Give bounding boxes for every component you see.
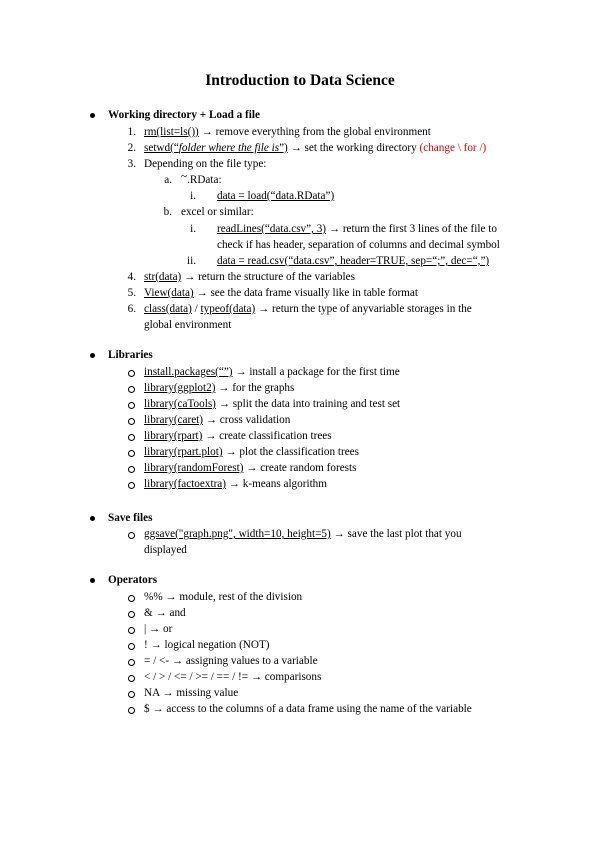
hollow-bullet-icon <box>128 675 135 682</box>
item-description: → see the data frame visually like in table format <box>193 287 418 299</box>
item-continuation: displayed <box>144 544 187 556</box>
hollow-bullet-icon <box>128 434 135 441</box>
bullet-icon <box>90 353 95 358</box>
list-item <box>144 141 486 155</box>
list-number: 3. <box>127 158 136 170</box>
list-item: & → and <box>144 607 186 619</box>
list-item <box>144 270 355 284</box>
list-number: 4. <box>127 271 136 283</box>
code-snippet: str(data) <box>144 271 182 283</box>
hollow-bullet-icon <box>128 707 135 714</box>
code-snippet: rm(list=ls()) <box>144 126 199 138</box>
list-item: library(caret) → cross validation <box>144 414 291 426</box>
code-snippet: View(data) <box>144 287 194 299</box>
bullet-icon <box>90 516 95 521</box>
code-snippet: setwd(“folder where the file is”) <box>144 142 288 154</box>
list-number: 2. <box>127 142 136 154</box>
bullet-icon <box>90 113 95 118</box>
list-item <box>217 222 497 236</box>
list-roman: i. <box>190 190 196 202</box>
list-item: library(rpart) → create classification trees <box>144 430 332 442</box>
list-item: = / <- → assigning values to a variable <box>144 655 318 667</box>
section-heading-save-files: Save files <box>108 512 153 524</box>
list-item: library(caTools) → split the data into training and test set <box>144 398 401 410</box>
list-item <box>144 125 431 139</box>
hollow-bullet-icon <box>128 532 135 539</box>
hollow-bullet-icon <box>128 643 135 650</box>
bullet-icon <box>90 578 95 583</box>
note-red: (change \ for /) <box>419 142 487 154</box>
hollow-bullet-icon <box>128 418 135 425</box>
item-description: → return the structure of the variables <box>181 271 355 283</box>
code-snippet: class(data) <box>144 303 192 315</box>
list-item: class(data) / typeof(data) → return the type of anyvariable storages in the <box>144 303 472 315</box>
list-roman: ii. <box>186 255 196 267</box>
hollow-bullet-icon <box>128 691 135 698</box>
section-heading-libraries: Libraries <box>108 349 153 361</box>
list-number: 5. <box>127 287 136 299</box>
hollow-bullet-icon <box>128 370 135 377</box>
list-item: NA → missing value <box>144 687 239 699</box>
code-snippet: data = read.csv(“data.csv”, header=TRUE, sep=“;”, dec=“,”) <box>217 255 490 267</box>
section-heading-operators: Operators <box>108 574 158 586</box>
list-roman: i. <box>190 223 196 235</box>
list-item: %% → module, rest of the division <box>144 591 303 603</box>
list-item: library(rpart.plot) → plot the classification trees <box>144 446 359 458</box>
hollow-bullet-icon <box>128 611 135 618</box>
list-item: Depending on the file type: <box>144 158 267 170</box>
list-item: library(randomForest) → create random forests <box>144 462 357 474</box>
code-snippet: data = load(“data.RData”) <box>217 190 335 202</box>
hollow-bullet-icon <box>128 627 135 634</box>
list-number: 6. <box>127 303 136 315</box>
code-snippet: typeof(data) <box>200 303 256 315</box>
item-continuation: check if has header, separation of columns and decimal symbol <box>217 239 500 251</box>
list-item: | → or <box>144 623 173 635</box>
item-continuation: global environment <box>144 319 232 331</box>
list-item: ~.RData: <box>181 171 222 186</box>
hollow-bullet-icon <box>128 466 135 473</box>
page-title: Introduction to Data Science <box>205 72 395 89</box>
hollow-bullet-icon <box>128 402 135 409</box>
list-item: ggsave("graph.png", width=10, height=5) → save the last plot that you <box>144 528 462 540</box>
list-item: $ → access to the columns of a data frame using the name of the variable <box>144 703 472 715</box>
list-item: library(ggplot2) → for the graphs <box>144 382 295 394</box>
list-item: install.packages(“”) → install a package for the first time <box>144 366 400 378</box>
list-item: < / > / <= / >= / == / != → comparisons <box>144 671 322 683</box>
hollow-bullet-icon <box>128 482 135 489</box>
code-snippet: readLines(“data.csv”, 3) <box>217 223 327 235</box>
list-item: excel or similar: <box>181 206 254 218</box>
list-item: ! → logical negation (NOT) <box>144 639 270 651</box>
item-description: → return the type of anyvariable storages in the <box>255 303 472 315</box>
item-description: → return the first 3 lines of the file to <box>326 223 497 235</box>
list-item <box>144 286 418 300</box>
list-letter: a. <box>164 174 172 186</box>
list-number: 1. <box>127 126 136 138</box>
item-description: → set the working directory <box>287 142 420 154</box>
hollow-bullet-icon <box>128 386 135 393</box>
hollow-bullet-icon <box>128 450 135 457</box>
list-item: library(factoextra) → k-means algorithm <box>144 478 327 490</box>
hollow-bullet-icon <box>128 659 135 666</box>
section-heading-working-directory: Working directory + Load a file <box>108 109 260 121</box>
list-letter: b. <box>163 206 172 218</box>
hollow-bullet-icon <box>128 595 135 602</box>
item-description: → remove everything from the global environment <box>198 126 431 138</box>
